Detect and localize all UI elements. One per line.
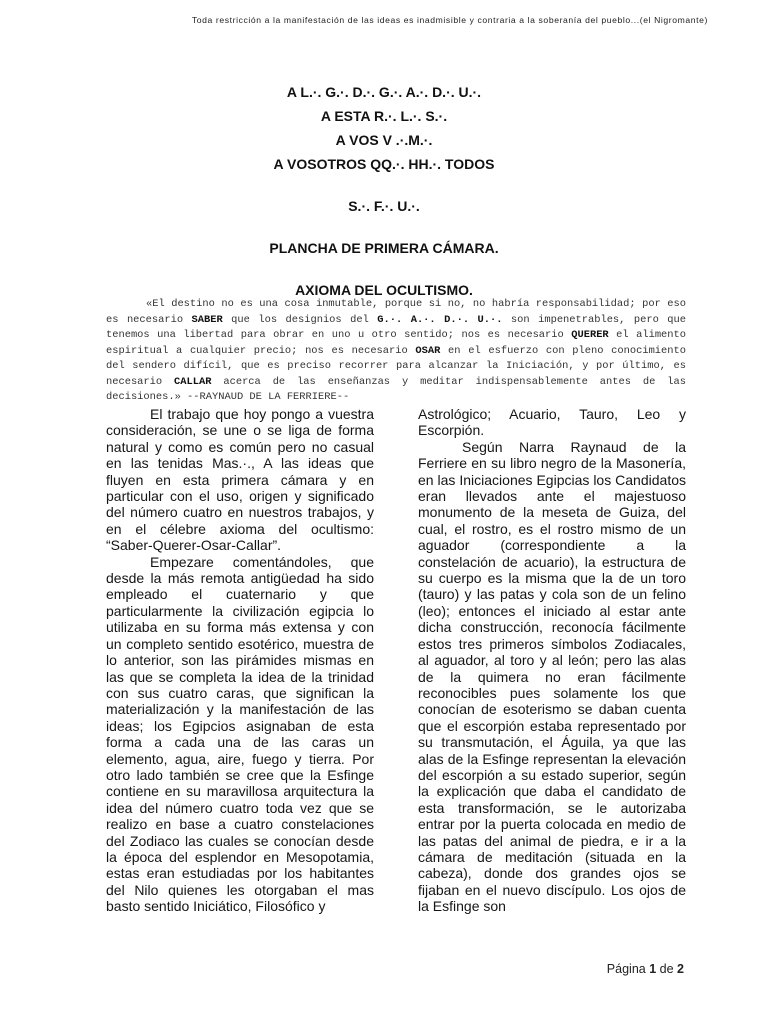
dedication-line-2: A ESTA R.·. L.·. S.·. bbox=[320, 108, 448, 124]
page-word: Página bbox=[606, 962, 646, 976]
body-paragraph: Según Narra Raynaud de la Ferriere en su libro negro de la Masonería, en las Iniciaciones Egipcias los Candidatos eran llevados ante el majestuoso monumento de la meseta de Guiza, del cual, el rostro, es el rostro mismo de un aguador (correspondiente a la constelación de acuario), la estructura de su cuerpo es la misma que la de un toro (tauro) y las patas y cola son de un felino (leo); entonces el iniciado al estar ante dicha construcción, reconocía fácilmente estos tres primeros símbolos Zodiacales, al aguador, al toro y al león; pero las alas de la quimera no eran fácilmente reconocibles pues solamente los que conocían de esoterismo se daban cuenta que el escorpión estaba representado por su transmutación, el Águila, ya que las alas de la Esfinge representan la elevación del escorpión a su estado superior, según la explicación que daba el candidato de esta transformación, se le autorizaba entrar por la puerta colocada en medio de las patas del animal de piedra, e ir a la cámara de meditación (situada en la cabeza), donde dos grandes ojos se fijaban en el nuevo discípulo. Los ojos de la Esfinge son bbox=[418, 438, 686, 915]
epigraph-text: «El destino no es una cosa inmutable, porque si no, no habría responsabilidad; por eso es necesario bbox=[106, 298, 686, 326]
epigraph-keyword-querer: QUERER bbox=[571, 329, 609, 341]
epigraph-text: en el esfuerzo con pleno conocimiento del sendero difícil, que es preciso recorrer para alcanzar la Iniciación, y por último, es necesario bbox=[106, 344, 686, 388]
epigraph-quote bbox=[106, 297, 686, 406]
body-paragraph: El trabajo que hoy pongo a vuestra consideración, se une o se liga de forma natural y como es común pero no casual en las tenidas Mas.·., A las ideas que fluyen en esta primera cámara y en particular con el uso, origen y significado del número cuatro en nuestros trabajos, y en el célebre axioma del ocultismo: “Saber-Querer-Osar-Callar”. bbox=[106, 406, 374, 554]
body-paragraph: Empezare comentándoles, que desde la más remota antigüedad ha sido empleado el cuaternario y que particularmente la civilización egipcia lo utilizaba en su forma más extensa y con un completo sentido esotérico, muestra de lo anterior, son las pirámides mismas en las que se completa la idea de la trinidad con sus cuatro caras, que significan la materialización y la manifestación de las ideas; los Egipcios asignaban de esta forma a cada una de las caras un elemento, agua, aire, fuego y tierra. Por otro lado también se cree que la Esfinge contiene en su maravillosa arquitectura la idea del número cuatro toda vez que se realizo en base a cuatro constelaciones del Zodiaco las cuales se conocían desde la época del esplendor en Mesopotamia, estas eran estudiadas por los habitantes del Nilo quienes les otorgaban el mas basto sentido Iniciático, Filosófico y bbox=[106, 553, 374, 915]
dedication-line-3: A VOS V .·.M.·. bbox=[335, 132, 433, 148]
running-header: Toda restricción a la manifestación de las ideas es inadmisible y contraria a la soberanía del pueblo...(el Nigromante) bbox=[191, 15, 708, 25]
epigraph-keyword-callar: CALLAR bbox=[174, 375, 212, 388]
document-heading: PLANCHA DE PRIMERA CÁMARA. bbox=[269, 240, 499, 256]
dedication-line-1: A L.·. G.·. D.·. G.·. A.·. D.·. U.·. bbox=[286, 84, 482, 100]
epigraph-text: que los designios del bbox=[222, 313, 378, 326]
epigraph-text: acerca de las enseñanzas y meditar indispensablemente antes de las decisiones.» --RAYNAUD DE LA FERRIERE-- bbox=[106, 375, 686, 403]
document-subheading: AXIOMA DEL OCULTISMO. bbox=[295, 282, 473, 298]
current-page: 1 bbox=[649, 962, 657, 976]
epigraph-keyword-saber: SABER bbox=[191, 313, 223, 326]
epigraph-paragraph bbox=[106, 297, 686, 406]
dedication-line-4: A VOSOTROS QQ.·. HH.·. TODOS bbox=[273, 156, 495, 172]
epigraph-keyword-gadu: G.·. A.·. D.·. U.·. bbox=[377, 313, 503, 326]
right-column bbox=[418, 406, 686, 915]
body-paragraph: Astrológico; Acuario, Tauro, Leo y Escorpión. bbox=[418, 406, 686, 439]
title-block bbox=[0, 80, 768, 302]
epigraph-keyword-osar: OSAR bbox=[415, 344, 441, 357]
left-column bbox=[106, 406, 374, 915]
epigraph-text: son impenetrables, pero que tenemos una libertad para obrar en uno u otro sentido; nos es necesario bbox=[106, 313, 686, 341]
salutation: S.·. F.·. U.·. bbox=[348, 198, 420, 214]
of-word: de bbox=[659, 962, 674, 976]
total-pages: 2 bbox=[677, 962, 684, 976]
epigraph-text: el alimento espiritual a cualquier precio; nos es necesario bbox=[106, 329, 687, 357]
page-number bbox=[607, 962, 684, 976]
